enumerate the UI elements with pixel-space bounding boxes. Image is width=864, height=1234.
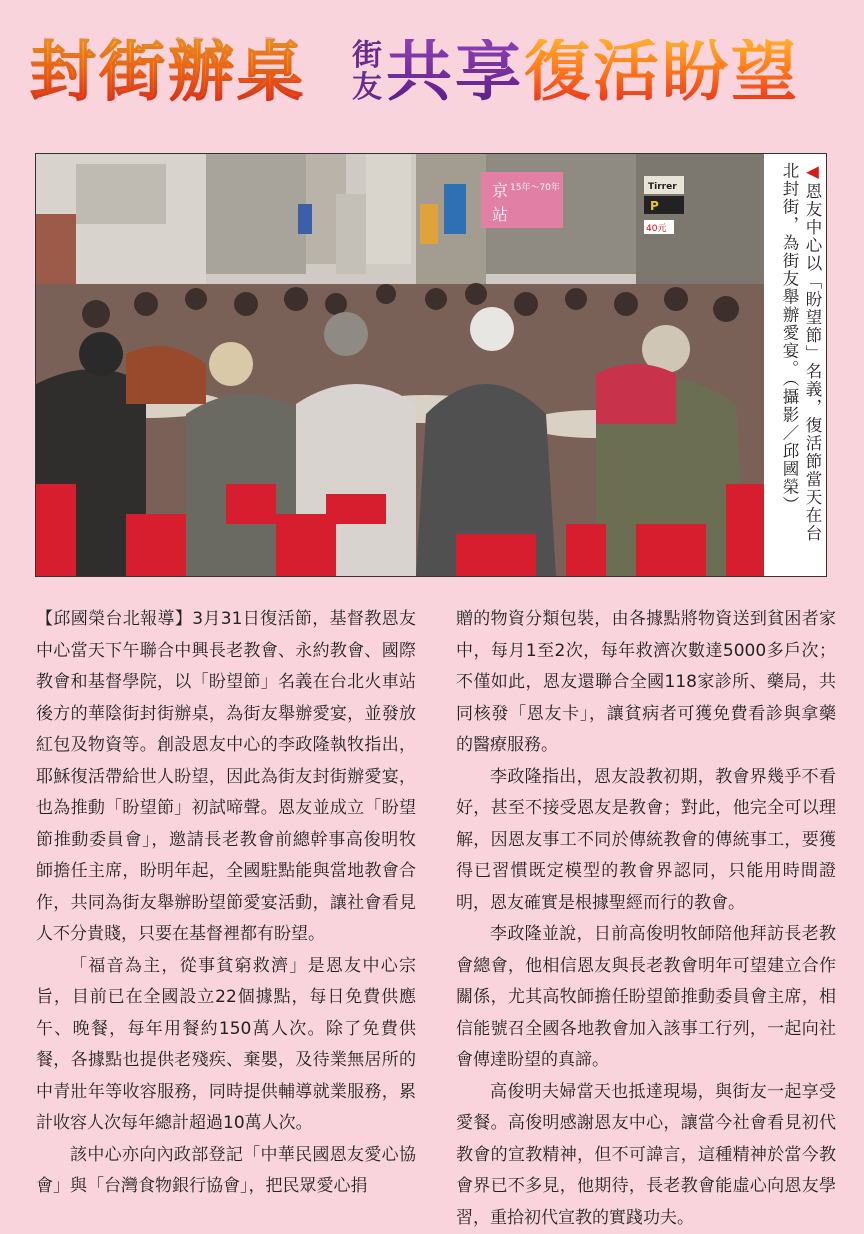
sign-text-2: 站 [492, 205, 508, 224]
sign-text-5: P [650, 199, 659, 213]
byline: 【邱國榮台北報導】 [36, 609, 192, 629]
headline-part2: 共享 [386, 39, 524, 105]
sign-text-4: Tirrer [648, 182, 677, 192]
paragraph: 【邱國榮台北報導】3月31日復活節，基督教恩友中心當天下午聯合中興長老教會、永約教會、國際教會和基督學院，以「盼望節」名義在台北火車站後方的華陰街封街辦桌，為街友舉辦愛宴，並發放紅包及物資等。創設恩友中心的李政隆執牧指出，耶穌復活帶給世人盼望，因此為街友封街辦愛宴，也為推動「盼望節」初試啼聲。恩友並成立「盼望節推動委員會」，邀請長老教會前總幹事高俊明牧師擔任主席，盼明年起，全國駐點能與當地教會合作，共同為街友舉辦盼望節愛宴活動，讓社會看見人不分貴賤，只要在基督裡都有盼望。 [36, 604, 416, 951]
photo-caption [766, 162, 824, 570]
paragraph: 高俊明夫婦當天也抵達現場，與街友一起享受愛餐。高俊明感謝恩友中心，讓當今社會看見初代教會的宣教精神，但不可諱言，這種精神於當今教會界已不多見，他期待，長老教會能虛心向恩友學習，重拾初代宣教的實踐功夫。 [456, 1077, 836, 1234]
paragraph: 該中心亦向內政部登記「中華民國恩友愛心協會」與「台灣食物銀行協會」，把民眾愛心捐 [36, 1140, 416, 1203]
article-body [36, 604, 836, 1204]
article-column-right [456, 604, 836, 1204]
sign-text-6: 40元 [646, 223, 666, 234]
headline-stacked [352, 40, 382, 104]
headline-part3: 復活盼望 [524, 39, 800, 105]
photo-frame [35, 153, 827, 577]
event-photo [36, 154, 764, 576]
paragraph: 「福音為主，從事貧窮救濟」是恩友中心宗旨，目前已在全國設立22個據點，每日免費供應午、晚餐，每年用餐約150萬人次。除了免費供餐，各據點也提供老殘疾、棄嬰，及待業無居所的中青壯年等收容服務，同時提供輔導就業服務，累計收容人次每年總計超過10萬人次。 [36, 951, 416, 1140]
paragraph: 李政隆指出，恩友設教初期，教會界幾乎不看好，甚至不接受恩友是教會；對此，他完全可以理解，因恩友事工不同於傳統教會的傳統事工，要獲得已習慣既定模型的教會界認同，只能用時間證明，恩友確實是根據聖經而行的教會。 [456, 762, 836, 920]
headline [30, 22, 834, 122]
sign-text-1: 京 [492, 181, 508, 200]
headline-stack-top: 街 [352, 40, 382, 72]
paragraph: 贈的物資分類包裝，由各據點將物資送到貧困者家中，每月1至2次，每年救濟次數達5000多戶次；不僅如此，恩友還聯合全國118家診所、藥局，共同核發「恩友卡」，讓貧病者可獲免費看診與拿藥的醫療服務。 [456, 604, 836, 762]
headline-stack-bottom: 友 [352, 72, 382, 104]
caption-arrow: ◀ [803, 162, 822, 183]
article-column-left [36, 604, 416, 1204]
caption-line-2: 北封街，為街友舉辦愛宴。（攝影／邱國榮） [778, 162, 801, 570]
headline-part1: 封街辦桌 [30, 39, 306, 105]
sign-text-3: 15年～70年 [510, 181, 560, 193]
caption-line-1: ◀恩友中心以「盼望節」名義，復活節當天在台 [801, 162, 824, 570]
paragraph: 李政隆並說，日前高俊明牧師陪他拜訪長老教會總會，他相信恩友與長老教會明年可望建立合作關係，尤其高牧師擔任盼望節推動委員會主席，相信能號召全國各地教會加入該事工行列，一起向社會傳達盼望的真諦。 [456, 919, 836, 1077]
